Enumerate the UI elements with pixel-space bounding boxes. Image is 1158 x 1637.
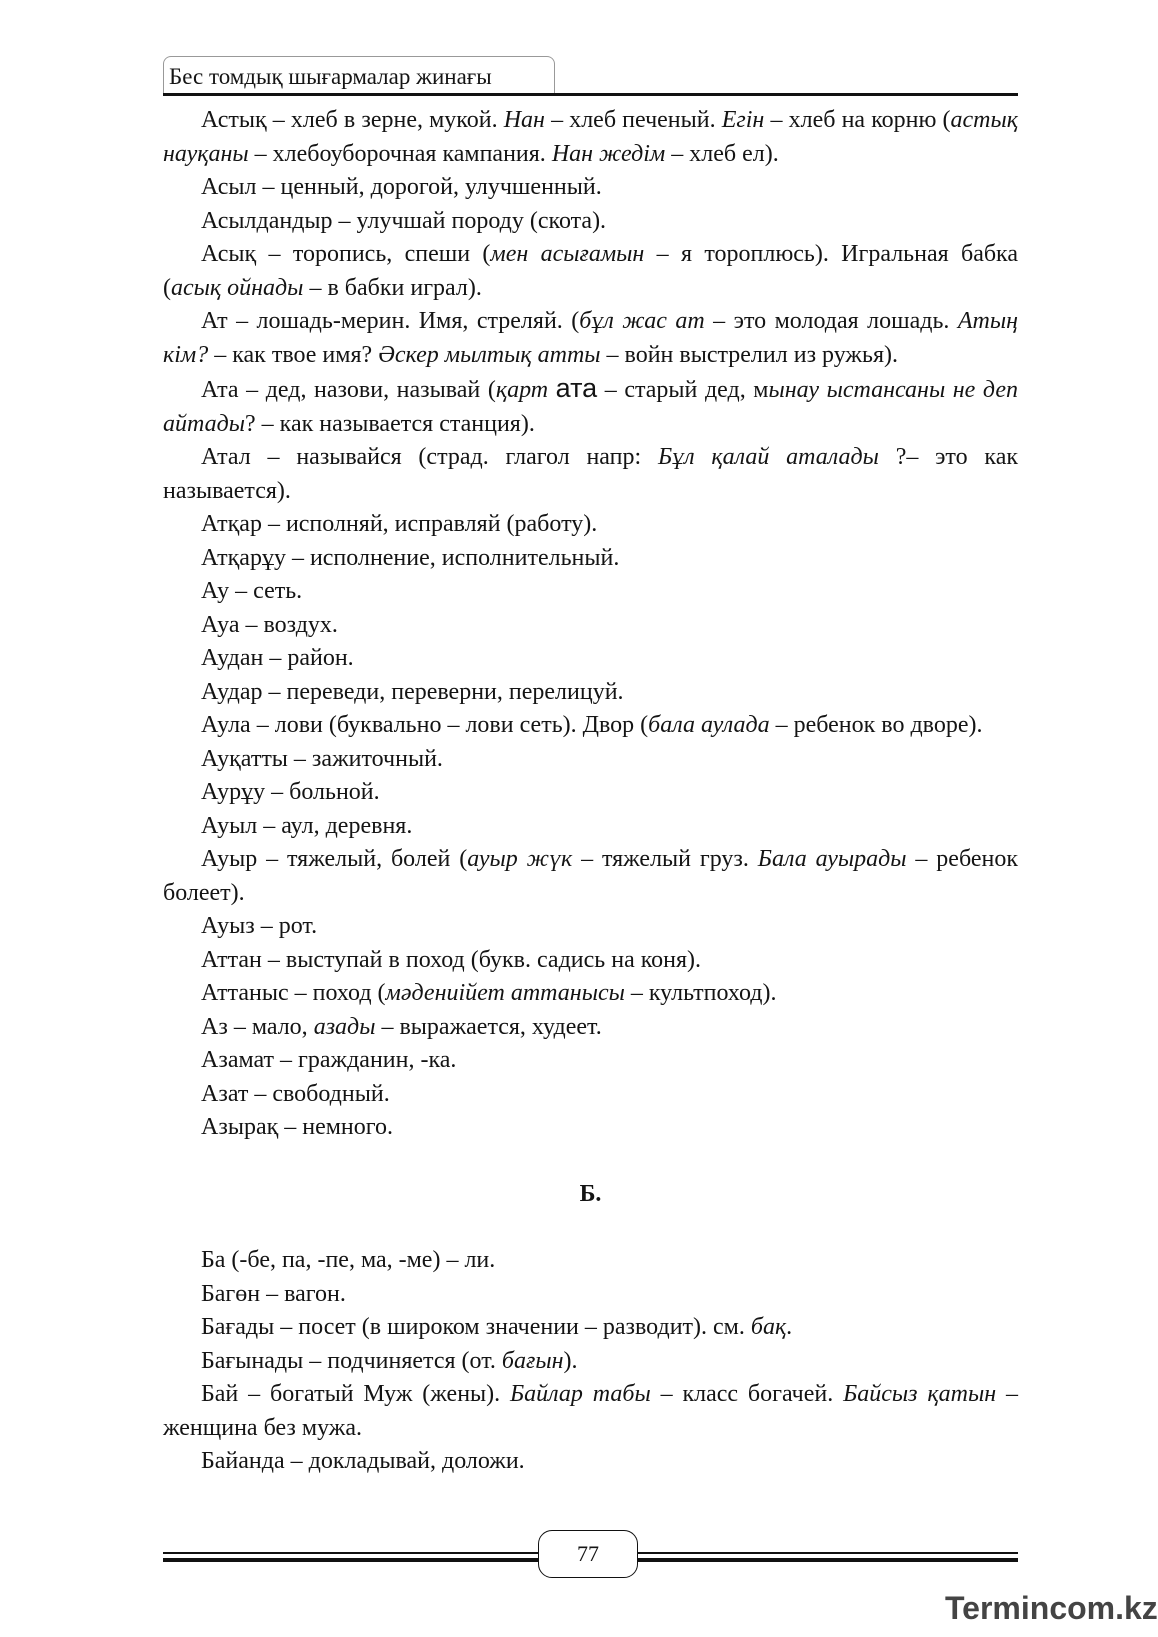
entry-text: – я тороплюсь). Игральная бабка ( [163,241,1018,301]
dictionary-entry [163,676,1018,710]
entry-text: Ба (-бе, па, -пе, ма, -ме) – ли. [201,1247,496,1273]
dictionary-entry [163,1378,1018,1445]
entry-text: – старый дед, м [597,377,769,403]
entry-example-italic: астық науқаны [163,107,1018,167]
entry-text: – класс богачей. [650,1381,844,1407]
entry-example-italic: ауыр жүк [467,846,573,872]
entry-text: Ат – лошадь-мерин. Имя, стреляй. ( [201,308,580,334]
page-header [163,52,1018,92]
entry-text: – ребенок во дворе). [769,712,983,738]
entry-text: ? – как называется станция). [245,410,535,437]
entry-example-italic: Атың кім? [163,308,1019,368]
entry-text: Ауыз – рот. [201,913,318,939]
dictionary-entry [163,1311,1018,1345]
dictionary-entry [163,508,1018,542]
section-letter-b: Б. [579,1180,602,1207]
entry-text: – это молодая лошадь. [704,308,958,334]
entry-example-italic: асық ойнады [171,274,304,301]
dictionary-entry [163,441,1018,508]
page-footer [163,1530,1018,1590]
entry-text: хлеб печеный. [563,107,722,133]
entry-text: Асылдандыр – улучшай породу (скота). [201,207,607,234]
entry-text: Багөн – вагон. [201,1280,346,1307]
entry-text: Азат – свободный. [201,1080,390,1107]
entry-text: Ауа – воздух. [201,611,338,638]
entry-example-italic: қарт [495,377,549,403]
dictionary-entry [163,575,1018,609]
entry-example-italic: бұл жас ат [579,308,705,334]
entry-text: Асыл – ценный, дорогой, улучшенный. [201,174,602,200]
dictionary-entry [163,843,1018,910]
dictionary-entry [163,1044,1018,1078]
entry-text: Ауыл – аул, деревня. [201,812,413,839]
dictionary-entry [163,910,1018,944]
dictionary-entry [163,1078,1018,1112]
entry-text: Аурұу – больной. [201,779,380,805]
dictionary-entry [163,709,1018,743]
entry-text: Асық – торопись, спеши ( [201,241,491,267]
entry-emphasis: ата [555,373,598,403]
page-number: 77 [538,1530,638,1578]
dictionary-entry [163,944,1018,978]
header-rule [163,93,1018,96]
entry-example-italic: Байлар табы [510,1381,651,1407]
header-title: Бес томдық шығармалар жинағы [169,64,492,89]
dictionary-entry [163,104,1018,171]
entry-text: Байанда – докладывай, доложи. [201,1448,525,1474]
entry-text: – выражается, худеет. [375,1013,602,1040]
entry-example-italic: мәдениійет аттанысы [385,980,625,1006]
entry-text: Бағынады – подчиняется (от. [201,1347,502,1374]
entry-example-italic: Нан – [503,107,564,133]
entry-example-italic: Байсыз қатын [843,1381,997,1407]
entry-text: – хлеб на корню ( [764,107,951,133]
entries-section-b [163,1244,1018,1479]
dictionary-entry [163,205,1018,239]
entry-text: Атал – называйся (страд. глагол напр: [201,444,658,470]
entry-text: Атқарұу – исполнение, исполнительный. [201,544,620,571]
entry-text: Азырақ – немного. [201,1114,394,1140]
entry-example-italic: бақ [750,1314,787,1340]
dictionary-entry [163,1244,1018,1278]
entry-text: Ата – дед, назови, называй ( [201,377,496,403]
entry-text: ). [563,1347,578,1374]
entry-text: – войн выстрелил из ружья). [600,341,898,368]
entry-text: Бағады – посет (в широком значении – разводит). см. [201,1314,751,1340]
entry-example-italic: бағын [501,1347,564,1374]
entry-text: – культпоход). [624,980,777,1006]
entry-text: . [786,1314,793,1340]
entry-text: Ауқатты – зажиточный. [201,745,443,772]
entry-text: Азамат – гражданин, -ка. [201,1047,457,1073]
dictionary-entry [163,305,1018,372]
watermark-logo: Termincom.kz [945,1590,1158,1626]
dictionary-entry [163,1278,1018,1312]
dictionary-entry [163,609,1018,643]
entry-text: Аттан – выступай в поход (букв. садись на коня). [201,946,702,973]
entry-example-italic: ынау ыстансаны не деп айтады [163,377,1019,437]
entry-text: Астық – хлеб в зерне, мукой. [201,107,504,133]
entry-text: – в бабки играл). [303,274,482,301]
entry-example-italic: Нан жедім [551,140,666,167]
entry-text: – хлеб ел). [665,140,779,167]
dictionary-entry [163,776,1018,810]
dictionary-entry [163,542,1018,576]
dictionary-content [163,104,1018,1479]
entry-example-italic: Бұл қалай аталады [657,444,879,470]
dictionary-entry [163,810,1018,844]
entry-text: – тяжелый груз. [572,846,758,872]
entry-text: Атқар – исполняй, исправляй (работу). [201,511,598,537]
entry-example-italic: Әскер мылтық атты [378,341,601,368]
dictionary-entry [163,372,1018,441]
dictionary-entry [163,1011,1018,1045]
entries-section-a [163,104,1018,1145]
entry-text: Аз – мало, [201,1013,314,1040]
dictionary-entry [163,171,1018,205]
entry-text: Аудан – район. [201,645,354,671]
entry-example-italic: Егін [721,107,765,133]
dictionary-entry [163,1445,1018,1479]
entry-text: Аула – лови (буквально – лови сеть). Двор ( [201,712,649,738]
dictionary-entry [163,1111,1018,1145]
entry-example-italic: бала аулада [648,712,770,738]
entry-text: – как твое имя? [208,341,379,368]
entry-text: Ауыр – тяжелый, болей ( [201,846,468,872]
entry-example-italic: мен асығамын [490,241,645,267]
entry-text: Аттаныс – поход ( [201,980,386,1006]
entry-text: ?– это как называется). [163,444,1019,504]
entry-text: – хлебоуборочная кампания. [248,140,552,167]
dictionary-entry [163,238,1018,305]
entry-text: Бай – богатый Муж (жены). [201,1381,511,1407]
entry-example-italic: азады [313,1013,376,1040]
dictionary-entry [163,642,1018,676]
dictionary-entry [163,977,1018,1011]
entry-text [548,377,556,403]
entry-text: – женщина без мужа. [163,1381,1018,1441]
header-tab-frame [163,56,555,94]
entry-text: Аудар – переведи, переверни, перелицуй. [201,678,624,705]
entry-text: Ау – сеть. [201,578,303,604]
dictionary-entry [163,743,1018,777]
entry-text: – ребенок болеет). [163,846,1019,906]
entry-example-italic: Бала ауырады [757,846,907,872]
dictionary-entry [163,1345,1018,1379]
